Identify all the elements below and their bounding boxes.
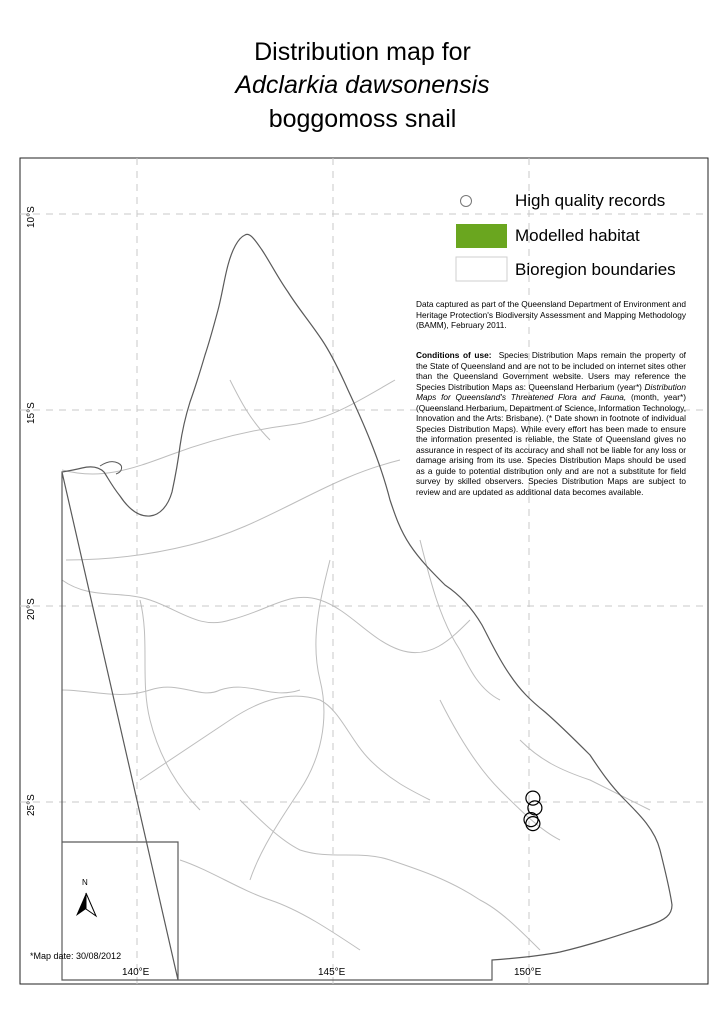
legend-bioregion-swatch: [456, 257, 507, 281]
conditions-text-1: Species Distribution Maps remain the property of the State of Queensland and are not to be included on internet sites other than the Queensland Government website. Users may reference the Species Distribution Maps as: Queensland Herbarium (year*): [416, 350, 686, 392]
legend-record-symbol: [461, 196, 472, 207]
record-point-1: [526, 791, 540, 805]
legend-habitat-swatch: [456, 224, 507, 248]
lat-label-20: 20°S: [26, 598, 37, 620]
map-title: Distribution map for: [254, 38, 471, 66]
lat-label-15: 15°S: [26, 402, 37, 424]
legend-habitat-label: Modelled habitat: [515, 226, 640, 245]
lon-label-150: 150°E: [514, 967, 542, 978]
conditions-text-2: (month, year*) (Queensland Herbarium, Department of Science, Information Technology, Innovation and the Arts: Brisbane). (* Date shown in footnote of individual Species Distribution Maps). While every effort has been made to ensure the information presented is reliable, the State of Queensland gives no assurance in respect of its accuracy and shall not be liable for any loss or damage arising from its use. Species Distribution Maps should be used as a guide to potential distribution only and are not a substitute for field survey by skilled observers. Species Distribution Maps are subject to review and are updated as additional data becomes available.: [416, 392, 686, 497]
state-outline: [62, 234, 672, 980]
high-quality-records: [524, 791, 542, 831]
conditions-text-italic: Distribution Maps for Queensland's Threatened Flora and Fauna,: [416, 381, 687, 402]
conditions-heading: Conditions of use:: [416, 350, 492, 360]
north-arrow-icon: [76, 878, 96, 916]
legend-records-label: High quality records: [515, 191, 666, 210]
map-frame: [20, 158, 708, 984]
north-arrow-label: N: [82, 878, 88, 887]
legend-bioregion-label: Bioregion boundaries: [515, 260, 676, 279]
lat-label-10: 10°S: [26, 206, 37, 228]
data-note: Data captured as part of the Queensland Department of Environment and Heritage Protection's Biodiversity Assessment and Mapping Methodology (BAMM), February 2011.: [416, 299, 686, 330]
lat-label-25: 25°S: [26, 794, 37, 816]
lon-label-145: 145°E: [318, 967, 346, 978]
lon-label-140: 140°E: [122, 967, 150, 978]
conditions-of-use: [416, 350, 686, 497]
common-name: boggomoss snail: [268, 105, 457, 133]
record-point-4: [526, 817, 540, 831]
graticule: [20, 158, 708, 984]
map-date: *Map date: 30/08/2012: [30, 951, 122, 961]
species-name: Adclarkia dawsonensis: [235, 71, 490, 99]
